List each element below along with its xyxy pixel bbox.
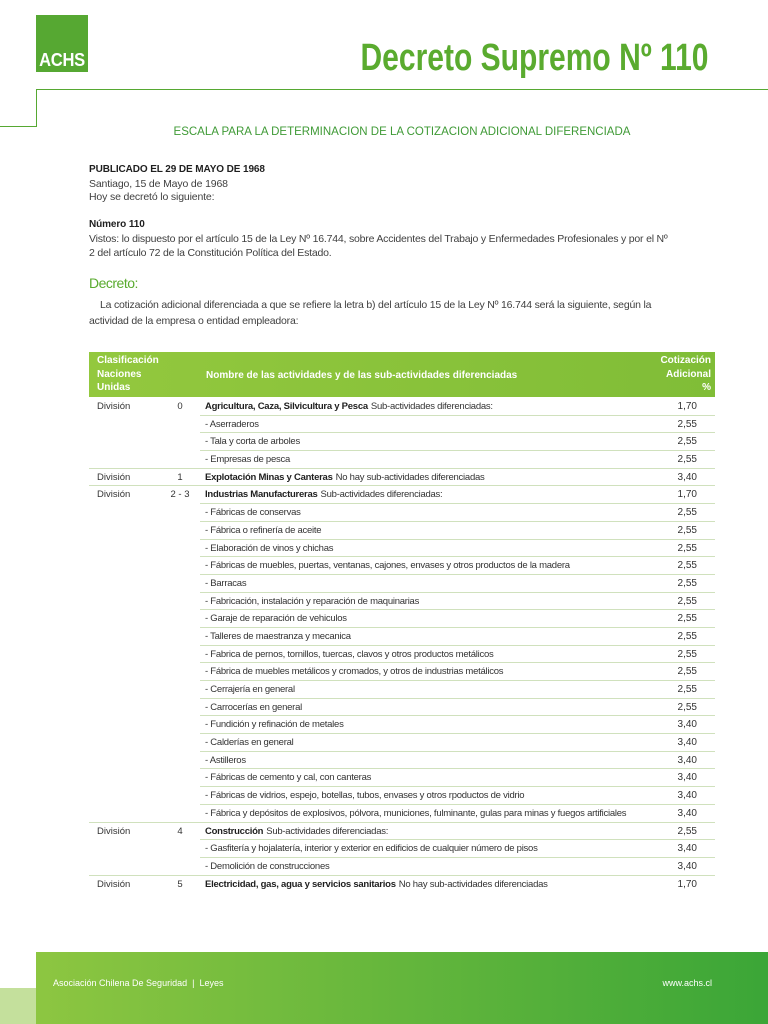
sub-activity-row — [89, 769, 715, 787]
rate-value: 3,40 — [677, 790, 697, 802]
sub-activity-row — [89, 646, 715, 664]
rate-value: 2,55 — [677, 648, 697, 660]
division-code: 2 - 3 — [170, 489, 190, 501]
sub-activity-name: - Empresas de pesca — [205, 454, 291, 466]
footer-organization: Asociación Chilena De Seguridad — [53, 978, 188, 988]
sub-activity-name: - Calderías en general — [205, 737, 294, 749]
sub-activity-name: - Fabricación, instalación y reparación de maquinarias — [205, 595, 420, 607]
sub-activity-row — [89, 716, 715, 734]
division-code: 0 — [177, 401, 183, 412]
header-classification — [97, 354, 159, 395]
rate-value: 2,55 — [677, 560, 697, 572]
table-body — [89, 398, 715, 893]
sub-activity-row — [89, 805, 715, 823]
sub-activity-row — [89, 593, 715, 611]
rate-value: 2,55 — [677, 418, 697, 430]
rate-value: 3,40 — [677, 860, 697, 872]
sub-activity-row — [89, 752, 715, 770]
sub-activity-row — [89, 540, 715, 558]
vistos-paragraph — [89, 232, 668, 260]
division-row — [89, 486, 715, 504]
division-label: División — [97, 489, 131, 501]
sub-activity-name: - Gasfitería y hojalatería, interior y exterior en edificios de cualquier número de pisos — [205, 843, 538, 855]
header-rule-left — [0, 126, 37, 127]
vistos-line: Vistos: lo dispuesto por el artículo 15 de la Ley Nº 16.744, sobre Accidentes del Trabajo y Enfermedades Profesionales y por el Nº — [89, 233, 668, 245]
sub-activity-row — [89, 522, 715, 540]
sub-activity-row — [89, 663, 715, 681]
rate-value: 3,40 — [677, 754, 697, 766]
header-rule-vertical — [36, 89, 37, 127]
sub-activity-row — [89, 433, 715, 451]
activity-note: No hay sub-actividades diferenciadas — [398, 878, 548, 890]
rate-value: 1,70 — [677, 878, 697, 890]
decree-number: Número 110 — [89, 219, 145, 230]
rate-value: 3,40 — [677, 737, 697, 749]
rate-value: 3,40 — [677, 719, 697, 731]
sub-activity-row — [89, 575, 715, 593]
sub-activity-row — [89, 734, 715, 752]
footer-website-link[interactable]: www.achs.cl — [662, 978, 712, 988]
header-rate-line: Cotización — [660, 355, 711, 366]
sub-activity-name: - Fábricas de vidrios, espejo, botellas, tubos, envases y otros rpoductos de vidrio — [205, 790, 525, 802]
activity-name: Electricidad, gas, agua y servicios sanitarios — [205, 878, 396, 890]
publication-date: PUBLICADO EL 29 DE MAYO DE 1968 — [89, 164, 265, 175]
activity-note: Sub-actividades diferenciadas: — [370, 401, 493, 412]
footer-separator: | — [192, 978, 195, 988]
activity-name: Agricultura, Caza, Silvicultura y Pesca — [205, 401, 368, 412]
rate-value: 2,55 — [677, 507, 697, 519]
sub-activity-name: - Carrocerías en general — [205, 701, 302, 713]
header-classification-line: Clasificación — [97, 355, 159, 366]
activity-description — [205, 876, 548, 894]
sub-activity-row — [89, 557, 715, 575]
footer-section: Leyes — [199, 978, 224, 988]
activity-name: Industrias Manufactureras — [205, 489, 318, 501]
rate-value: 2,55 — [677, 666, 697, 678]
header-rate-line: % — [702, 382, 711, 393]
header-rate — [660, 354, 711, 395]
sub-activity-name: - Fabrica de pernos, tornillos, tuercas, clavos y otros productos metálicos — [205, 648, 494, 660]
sub-activity-name: - Fábrica y depósitos de explosivos, pólvora, municiones, fulminante, gulas para minas y fuegos artificiales — [205, 807, 627, 819]
rate-value: 2,55 — [677, 701, 697, 713]
sub-activity-row — [89, 610, 715, 628]
sub-activity-name: - Cerrajería en general — [205, 684, 295, 695]
activity-note: Sub-actividades diferenciadas: — [266, 825, 389, 837]
rate-value: 2,55 — [677, 577, 697, 589]
sub-activity-name: - Fábrica o refinería de aceite — [205, 524, 322, 536]
footer-credits — [53, 977, 223, 989]
page-title: Decreto Supremo Nº 110 — [360, 37, 708, 79]
sub-activity-name: - Fábricas de muebles, puertas, ventanas, cajones, envases y otros productos de la madera — [205, 560, 570, 572]
decreto-heading: Decreto: — [89, 275, 138, 291]
sub-activity-row — [89, 787, 715, 805]
activity-note: Sub-actividades diferenciadas: — [320, 489, 443, 501]
table-header — [89, 352, 715, 397]
rate-value: 2,55 — [677, 825, 697, 837]
activity-description — [205, 486, 442, 504]
sub-activity-row — [89, 451, 715, 469]
division-label: División — [97, 401, 131, 412]
division-row — [89, 398, 715, 416]
sub-activity-name: - Aserraderos — [205, 418, 259, 430]
rate-value: 1,70 — [677, 401, 697, 412]
sub-activity-row — [89, 416, 715, 434]
sub-activity-row — [89, 504, 715, 522]
sub-activity-row — [89, 840, 715, 858]
header-rate-line: Adicional — [665, 368, 711, 380]
activity-name: Explotación Minas y Canteras — [205, 471, 333, 483]
header-classification-line: Naciones — [97, 368, 142, 380]
rate-value: 2,55 — [677, 542, 697, 554]
rate-value: 1,70 — [677, 489, 697, 501]
activity-note: No hay sub-actividades diferenciadas — [335, 471, 485, 483]
rate-value: 2,55 — [677, 684, 697, 695]
sub-activity-row — [89, 628, 715, 646]
rate-value: 2,55 — [677, 613, 697, 625]
sub-activity-name: - Demolición de construcciones — [205, 860, 330, 872]
activity-description — [205, 398, 493, 416]
header-activity-name: Nombre de las actividades y de las sub-actividades diferenciadas — [206, 370, 518, 381]
sub-activity-row — [89, 858, 715, 876]
sub-activity-name: - Garaje de reparación de vehiculos — [205, 613, 347, 625]
decreto-paragraph — [89, 297, 651, 329]
achs-logo — [36, 15, 88, 72]
place-date: Santiago, 15 de Mayo de 1968 — [89, 178, 228, 190]
rate-value: 2,55 — [677, 630, 697, 642]
division-label: División — [97, 825, 131, 837]
division-code: 4 — [177, 825, 183, 837]
decreto-line: actividad de la empresa o entidad empleadora: — [89, 315, 299, 327]
activity-name: Construcción — [205, 825, 264, 837]
decreto-line: La cotización adicional diferenciada a que se refiere la letra b) del artículo 15 de la Ley Nº 16.744 será la siguiente, según la — [100, 299, 652, 311]
rate-value: 2,55 — [677, 436, 697, 448]
division-row — [89, 876, 715, 894]
division-code: 5 — [177, 878, 183, 890]
sub-activity-row — [89, 681, 715, 699]
sub-activity-name: - Talleres de maestranza y mecanica — [205, 630, 351, 642]
header-classification-line: Unidas — [97, 382, 131, 393]
logo-text: ACHS — [39, 50, 85, 70]
sub-activity-row — [89, 699, 715, 717]
sub-activity-name: - Tala y corta de arboles — [205, 436, 300, 448]
rate-value: 3,40 — [677, 772, 697, 784]
document-subtitle: ESCALA PARA LA DETERMINACION DE LA COTIZACION ADICIONAL DIFERENCIADA — [173, 126, 631, 138]
rate-value: 2,55 — [677, 595, 697, 607]
division-row — [89, 469, 715, 487]
activity-description — [205, 469, 485, 487]
rate-value: 3,40 — [677, 807, 697, 819]
header-rule — [36, 89, 768, 90]
rate-value: 3,40 — [677, 843, 697, 855]
decreed-statement: Hoy se decretó lo siguiente: — [89, 191, 215, 203]
rate-value: 2,55 — [677, 454, 697, 466]
sub-activity-name: - Elaboración de vinos y chichas — [205, 542, 334, 554]
sub-activity-name: - Barracas — [205, 577, 247, 589]
sub-activity-name: - Astilleros — [205, 754, 246, 766]
footer — [36, 952, 768, 1024]
division-code: 1 — [177, 471, 183, 483]
sub-activity-name: - Fábricas de cemento y cal, con canteras — [205, 772, 372, 784]
footer-accent — [0, 988, 36, 1024]
division-label: División — [97, 878, 131, 890]
activity-description — [205, 823, 388, 841]
vistos-line: 2 del artículo 72 de la Constitución Política del Estado. — [89, 247, 332, 259]
sub-activity-name: - Fundición y refinación de metales — [205, 719, 344, 731]
division-label: División — [97, 471, 131, 483]
sub-activity-name: - Fábricas de conservas — [205, 507, 301, 519]
rate-value: 2,55 — [677, 524, 697, 536]
rate-value: 3,40 — [677, 471, 697, 483]
division-row — [89, 823, 715, 841]
sub-activity-name: - Fábrica de muebles metálicos y cromados, y otros de industrias metálicos — [205, 666, 504, 678]
